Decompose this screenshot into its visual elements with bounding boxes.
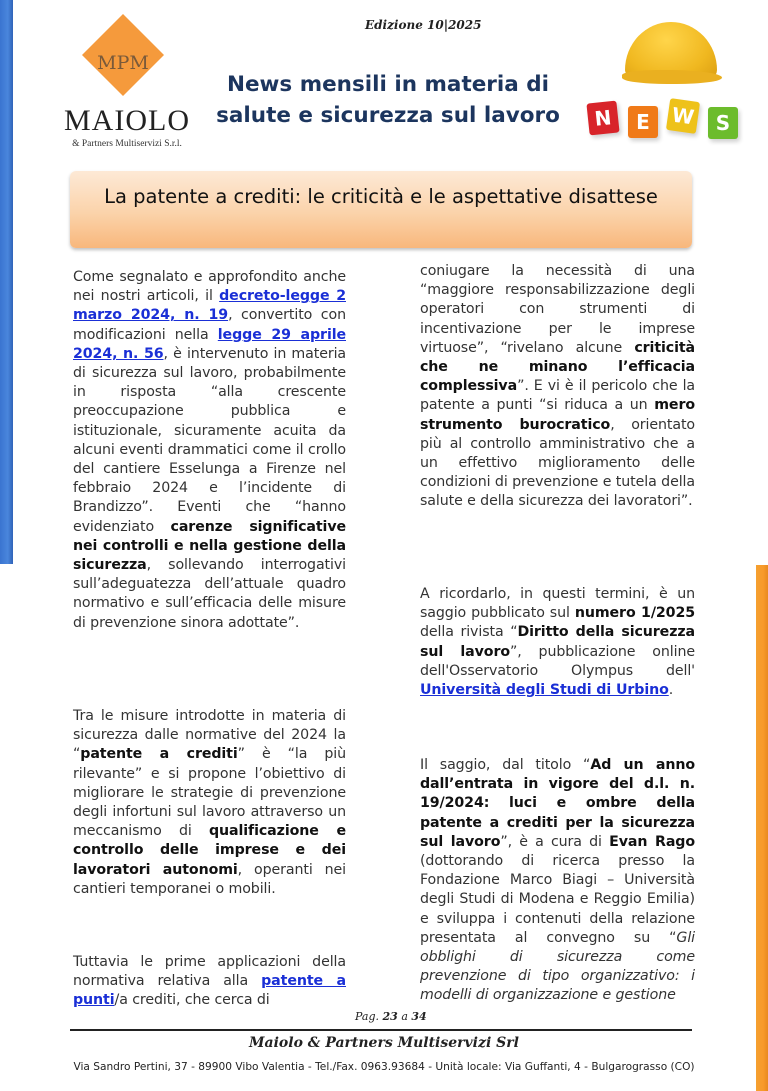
company-logo bbox=[62, 22, 194, 150]
bold-text: Diritto della sicurezza sul lavoro bbox=[420, 624, 695, 660]
text: , operanti nei cantieri temporanei o mobili. bbox=[73, 861, 346, 897]
news-cube-e: E bbox=[628, 106, 658, 138]
article-title-box bbox=[70, 171, 692, 248]
page-total: 34 bbox=[411, 1010, 427, 1023]
page-current: 23 bbox=[382, 1010, 398, 1023]
link-legge-56[interactable]: legge 29 aprile 2024, n. 56 bbox=[73, 326, 346, 362]
page-separator: a bbox=[401, 1010, 408, 1023]
news-cube-s: S bbox=[708, 107, 738, 139]
bold-text: numero 1/2025 bbox=[574, 605, 695, 622]
bold-text: carenze significative nei controlli e nella gestione della sicurezza bbox=[73, 518, 346, 574]
text: . bbox=[668, 682, 674, 699]
text: ”, è a cura di bbox=[500, 833, 610, 850]
bold-text: Ad un anno dall’entrata in vigore del d.l. n. 19/2024: luci e ombre della patente a crediti per la sicurezza sul lavoro bbox=[420, 757, 695, 850]
bold-text: qualificazione e controllo delle imprese e dei lavoratori autonomi bbox=[73, 823, 346, 878]
column-2-paragraph-2 bbox=[420, 585, 695, 700]
link-decreto-legge[interactable]: decreto-legge 2 marzo 2024, n. 19 bbox=[73, 288, 346, 324]
page-number bbox=[355, 1010, 427, 1023]
hard-hat-brim bbox=[622, 70, 722, 84]
text: ”. E vi è il pericolo che la patente a punti “si riduca a un bbox=[420, 378, 695, 414]
bold-text: Evan Rago bbox=[609, 833, 695, 850]
text: /a crediti, che cerca di bbox=[114, 992, 270, 1009]
text: , è intervenuto in materia di sicurezza sul lavoro, probabilmente in risposta “alla crescente preoccupazione pubblica e istituzionale, sicuramente acuita da alcuni eventi drammatici come il crollo del cantiere Esselunga a Firenze nel febbraio 2024 e l’incidente di Brandizzo”. Eventi che “hanno evidenziato bbox=[73, 345, 347, 535]
text: Tra le misure introdotte in materia di sicurezza dalle normative del 2024 la “ bbox=[73, 708, 346, 763]
newsletter-headline: News mensili in materia di salute e sicurezza sul lavoro bbox=[216, 72, 560, 128]
column-1-paragraph-2 bbox=[73, 707, 346, 899]
text: ” è “la più rilevante” e si propone l’obiettivo di migliorare le strategie di prevenzione degli infortuni sul lavoro attraverso un meccanismo di bbox=[73, 746, 346, 840]
text: , convertito con modificazioni nella bbox=[73, 307, 346, 343]
text: A ricordarlo, in questi termini, è un saggio pubblicato sul bbox=[420, 586, 695, 622]
bold-text: mero strumento burocratico bbox=[420, 397, 695, 433]
text: ”, pubblicazione online dell'Osservatorio Olympus dell' bbox=[420, 643, 695, 679]
text: Come segnalato e approfondito anche nei nostri articoli, il bbox=[73, 269, 346, 305]
column-1-paragraph-3 bbox=[73, 953, 346, 1011]
text: Il saggio, dal titolo “ bbox=[420, 757, 591, 773]
bold-text: criticità che ne minano l’efficacia complessiva bbox=[420, 339, 695, 395]
logo-name: MAIOLO bbox=[64, 104, 190, 137]
text: della rivista “ bbox=[420, 624, 518, 641]
logo-mark: MPM bbox=[97, 52, 149, 74]
column-1-paragraph-1 bbox=[73, 268, 346, 633]
column-2-paragraph-1 bbox=[420, 262, 695, 512]
footer-company-name: Maiolo & Partners Multiservizi Srl bbox=[249, 1035, 519, 1051]
text: , orientato più al controllo amministrativo che a un effettivo miglioramento delle condizioni di prevenzione e tutela della salute e della sicurezza dei lavoratori”. bbox=[420, 416, 695, 510]
text: Tuttavia le prime applicazioni della normativa relativa alla bbox=[73, 954, 346, 990]
column-2-paragraph-3 bbox=[420, 756, 695, 1006]
news-cube-n: N bbox=[586, 101, 619, 136]
news-cube-w: W bbox=[666, 98, 700, 134]
footer-address: Via Sandro Pertini, 37 - 89900 Vibo Valentia - Tel./Fax. 0963.93684 - Unità locale: Via Guffanti, 4 - Bulgarograsso (CO) bbox=[73, 1061, 695, 1073]
text: coniugare la necessità di una “maggiore responsabilizzazione degli operatori con strumenti di incentivazione per le imprese virtuose”, “rivelano alcune bbox=[420, 263, 695, 356]
page-prefix: Pag. bbox=[355, 1010, 380, 1023]
bold-text: patente a crediti bbox=[80, 746, 238, 763]
link-patente-a-punti[interactable]: patente a punti bbox=[73, 973, 346, 1009]
footer-divider bbox=[70, 1029, 692, 1031]
text: (dottorando di ricerca presso la Fondazione Marco Biagi – Università degli Studi di Modena e Reggio Emilia) e sviluppa i contenuti della relazione presentata al convegno su “ bbox=[420, 853, 695, 946]
text: , sollevando interrogativi sull’adeguatezza dell’attuale quadro normativo e sull’efficacia delle misure di prevenzione sinora adottate”. bbox=[73, 557, 346, 631]
article-title: La patente a crediti: le criticità e le aspettative disattese bbox=[104, 185, 658, 208]
right-orange-accent-bar bbox=[756, 565, 768, 1091]
logo-subtitle: & Partners Multiservizi S.r.l. bbox=[72, 139, 182, 149]
link-universita-urbino[interactable]: Università degli Studi di Urbino bbox=[420, 682, 669, 699]
left-blue-accent-bar bbox=[0, 0, 13, 564]
italic-text: Gli obblighi di sicurezza come prevenzione di tipo organizzativo: i modelli di organizzazione e gestione bbox=[420, 929, 695, 1004]
edition-label: Edizione 10|2025 bbox=[365, 18, 482, 32]
